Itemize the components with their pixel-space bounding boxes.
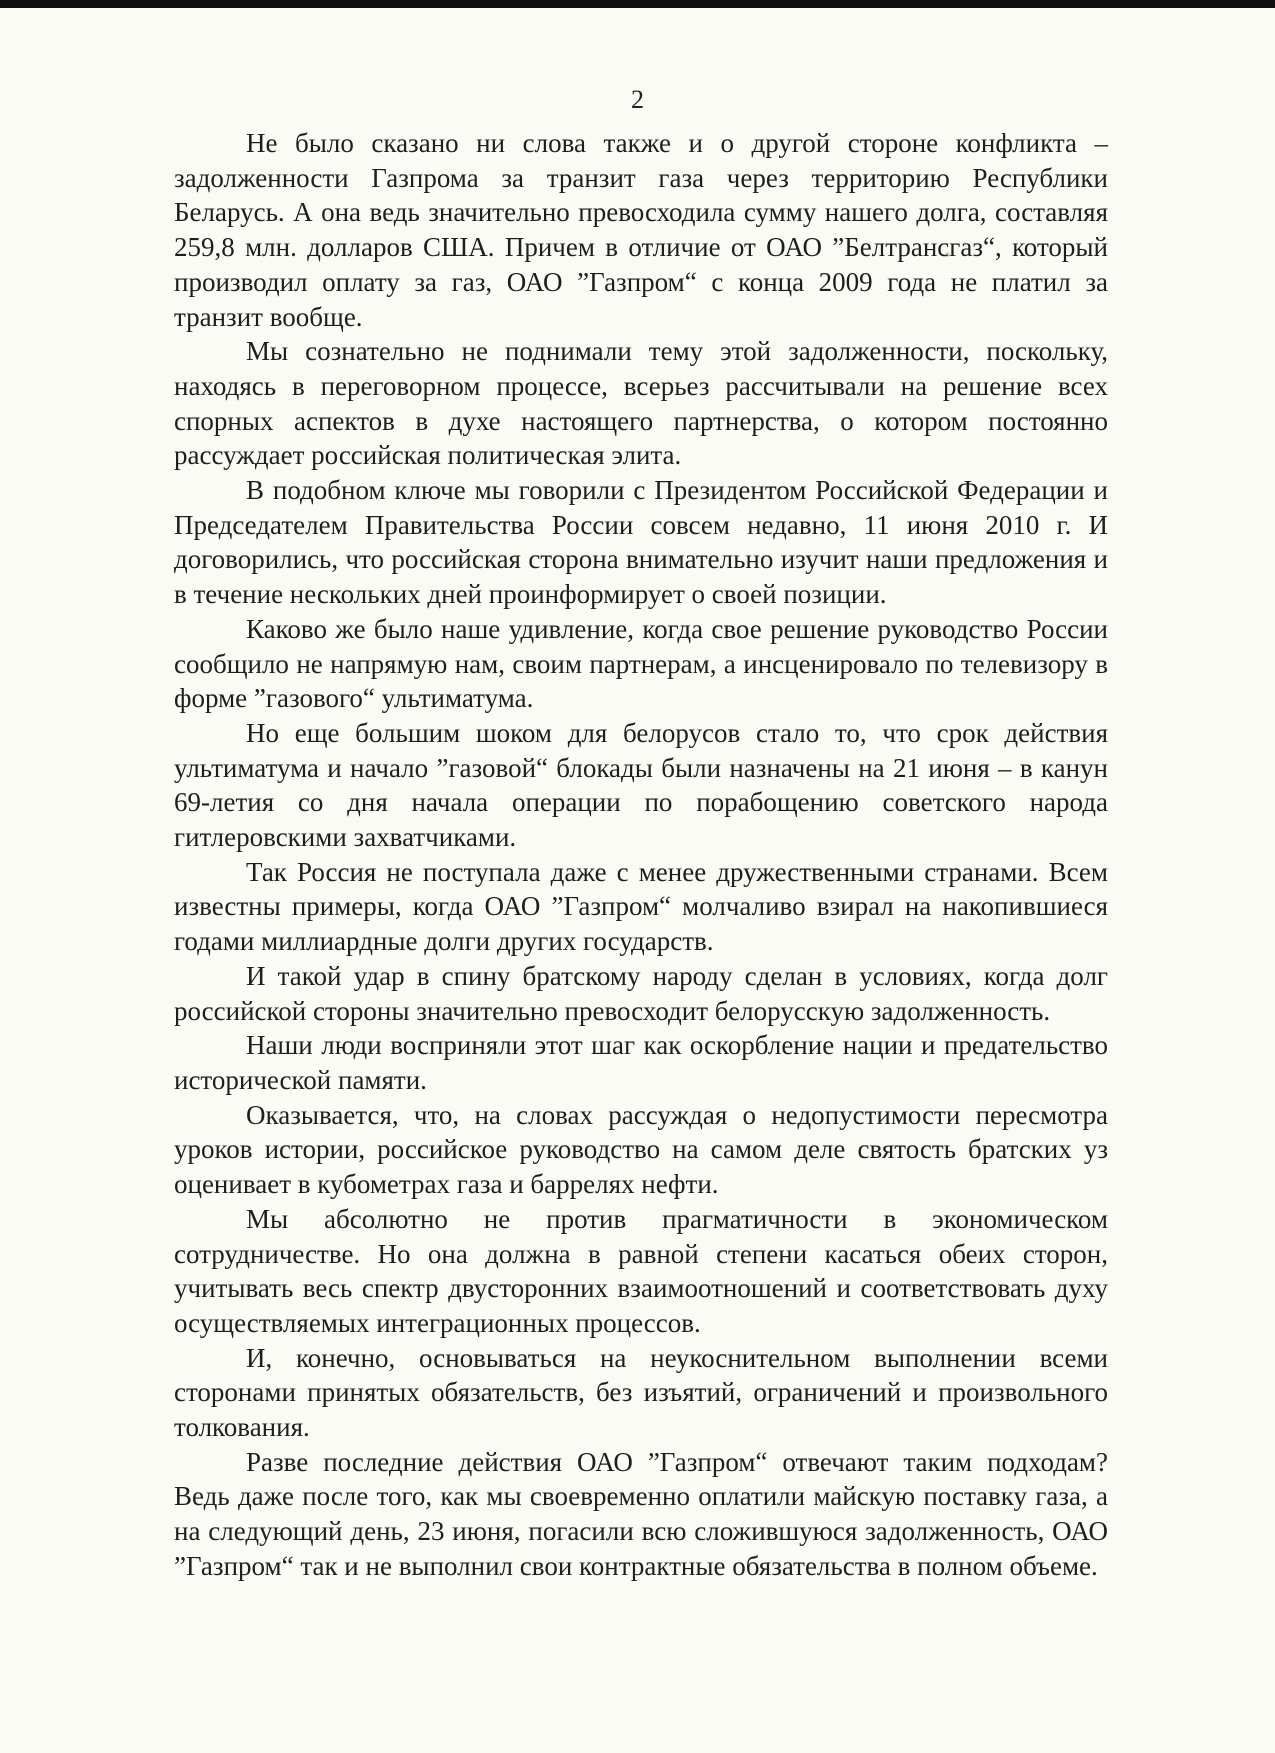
paragraph-5: Но еще большим шоком для белорусов стало то, что срок действия ультиматума и начало ”газовой“ блокады были назначены на 21 июня – в канун 69-летия со дня начала операции по порабощению советского народа гитлеровскими захватчиками.: [174, 717, 1108, 853]
paragraph-11: И, конечно, основываться на неукоснительном выполнении всеми сторонами принятых обязательств, без изъятий, ограничений и произвольного толкования.: [174, 1342, 1108, 1443]
paragraph-1: Не было сказано ни слова также и о другой стороне конфликта – задолженности Газпрома за транзит газа через территорию Республики Беларусь. А она ведь значительно превосходила сумму нашего долга, составляя 259,8 млн. долларов США. Причем в отличие от ОАО ”Белтрансгаз“, который производил оплату за газ, ОАО ”Газпром“ с конца 2009 года не платил за транзит вообще.: [174, 128, 1108, 332]
paragraph-10: Мы абсолютно не против прагматичности в экономическом сотрудничестве. Но она должна в равной степени касаться обеих сторон, учитывать весь спектр двусторонних взаимоотношений и соответствовать духу осуществляемых интеграционных процессов.: [174, 1203, 1108, 1338]
scan-top-border: [0, 0, 1275, 8]
paragraph-7: И такой удар в спину братскому народу сделан в условиях, когда долг российской стороны значительно превосходит белорусскую задолженность.: [174, 960, 1108, 1026]
paragraph-6: Так Россия не поступала даже с менее дружественными странами. Всем известны примеры, когда ОАО ”Газпром“ молчаливо взирал на накопившиеся годами миллиардные долги других государств.: [174, 856, 1108, 957]
paragraph-2: Мы сознательно не поднимали тему этой задолженности, поскольку, находясь в переговорном процессе, всерьез рассчитывали на решение всех спорных аспектов в духе настоящего партнерства, о котором постоянно рассуждает российская политическая элита.: [174, 336, 1108, 471]
page-number: 2: [631, 85, 644, 114]
document-body: [174, 126, 1108, 1584]
paragraph-3: В подобном ключе мы говорили с Президентом Российской Федерации и Председателем Правительства России совсем недавно, 11 июня 2010 г. И договорились, что российская сторона внимательно изучит наши предложения и в течение нескольких дней проинформирует о своей позиции.: [174, 475, 1108, 610]
paragraph-4: Каково же было наше удивление, когда свое решение руководство России сообщило не напрямую нам, своим партнерам, а инсценировало по телевизору в форме ”газового“ ультиматума.: [174, 613, 1108, 714]
paragraph-12: Разве последние действия ОАО ”Газпром“ отвечают таким подходам? Ведь даже после того, как мы своевременно оплатили майскую поставку газа, а на следующий день, 23 июня, погасили всю сложившуюся задолженность, ОАО ”Газпром“ так и не выполнил свои контрактные обязательства в полном объеме.: [174, 1446, 1108, 1581]
paragraph-9: Оказывается, что, на словах рассуждая о недопустимости пересмотра уроков истории, российское руководство на самом деле святость братских уз оценивает в кубометрах газа и баррелях нефти.: [174, 1099, 1108, 1200]
paragraph-8: Наши люди восприняли этот шаг как оскорбление нации и предательство исторической памяти.: [174, 1030, 1108, 1095]
